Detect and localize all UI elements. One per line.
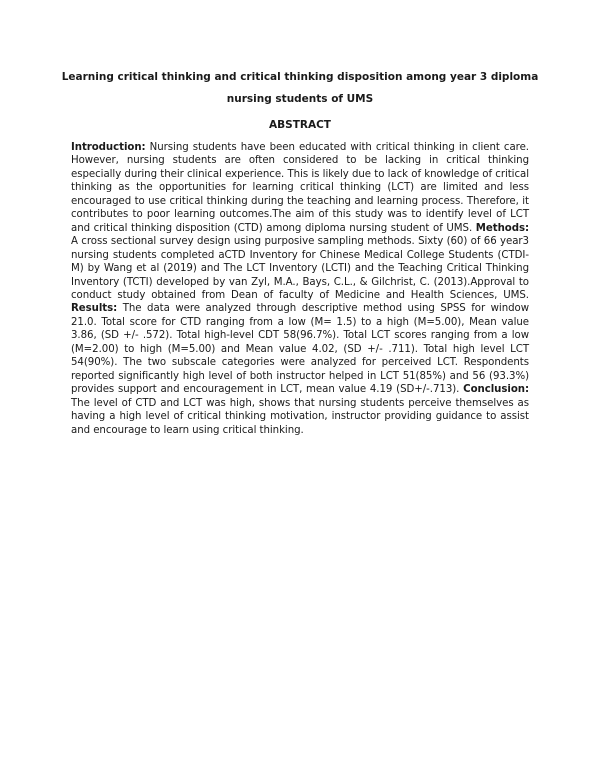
results-label: Results: [71,303,118,315]
conclusion-text: The level of CTD and LCT was high, shows that nursing students perceive themselves as having a high level of critical thinking motivation, instructor providing guidance to assist and encourage to learn using critical thinking. [71,397,529,436]
abstract-body [71,141,529,437]
methods-text: A cross sectional survey design using purposive sampling methods. Sixty (60) of 66 year3 nursing students completed aCTD Inventory for Chinese Medical College Students (CTDI-M) by Wang et al (2019) and The LCT Inventory (LCTI) and the Teaching Critical Thinking Inventory (TCTI) developed by van Zyl, M.A., Bays, C.L., & Gilchrist, C. (2013).Approval to conduct study obtained from Dean of faculty of Medicine and Health Sciences, UMS. [71,236,529,301]
methods-label: Methods: [475,222,529,234]
introduction-text: Nursing students have been educated with critical thinking in client care. However, nursing students are often considered to be lacking in critical thinking especially during their clinical experience. This is likely due to lack of knowledge of critical thinking as the opportunities for learning critical thinking (LCT) are limited and less encouraged to use critical thinking during the teaching and learning process. Therefore, it contributes to poor learning outcomes.The aim of this study was to identify level of LCT and critical thinking disposition (CTD) among diploma nursing student of UMS. [71,142,529,234]
conclusion-label: Conclusion: [463,384,529,396]
results-text: The data were analyzed through descriptive method using SPSS for window 21.0. Total score for CTD ranging from a low (M= 1.5) to a high (M=5.00), Mean value 3.86, (SD +/- .572). Total high-level CDT 58(96.7%). Total LCT scores ranging from a low (M=2.00) to high (M=5.00) and Mean value 4.02, (SD +/- .711). Total high level LCT 54(90%). The two subscale categories were analyzed for perceived LCT. Respondents reported significantly high level of both instructor helped in LCT 51(85%) and 56 (93.3%) provides support and encouragement in LCT, mean value 4.19 (SD+/-.713). [71,303,529,396]
abstract-heading: ABSTRACT [269,119,331,131]
introduction-label: Introduction: [71,142,146,153]
paper-title: Learning critical thinking and critical thinking disposition among year 3 diploma nursing students of UMS [61,71,539,105]
